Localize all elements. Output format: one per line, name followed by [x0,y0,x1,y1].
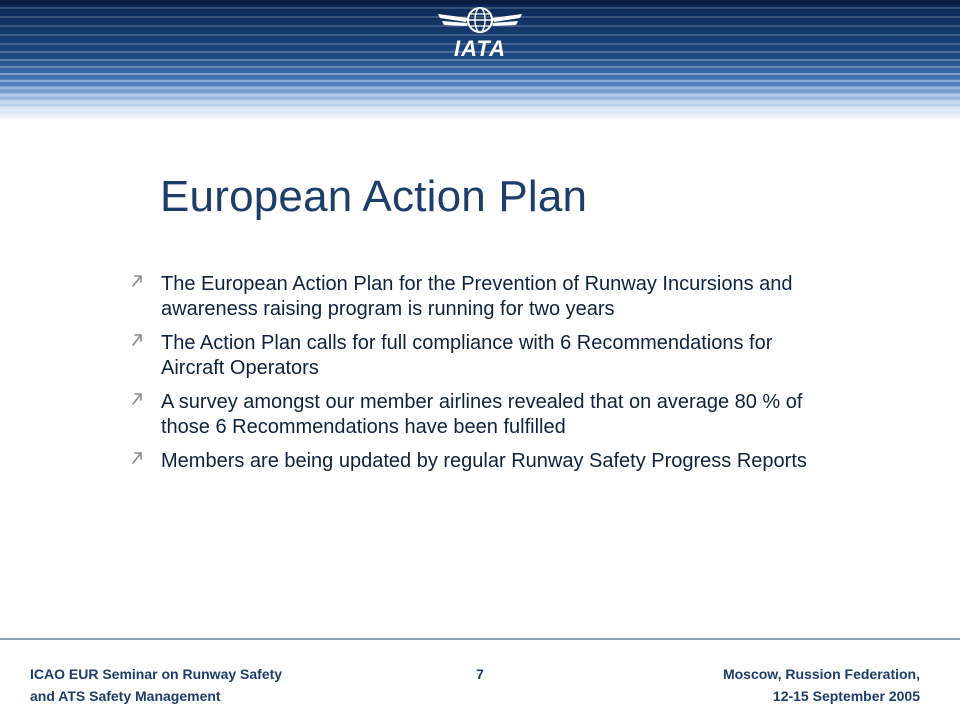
bullet-text: The European Action Plan for the Prevention of Runway Incursions and awareness raising program is running for two years [161,273,793,320]
arrow-up-right-icon [130,391,146,411]
footer-event [30,663,282,707]
footer-divider [0,638,960,640]
footer-location [723,663,920,707]
footer-location-line1: Moscow, Russion Federation, [722,666,920,682]
slide-title: European Action Plan [160,172,588,221]
page-number: 7 [476,666,484,682]
header-stripes [0,0,960,120]
footer-event-line1: ICAO EUR Seminar on Runway Safety [30,666,283,682]
header-banner [0,0,960,120]
arrow-up-right-icon [130,273,146,293]
arrow-up-right-icon [130,332,146,352]
bullet-text: A survey amongst our member airlines revealed that on average 80 % of those 6 Recommendations have been fulfilled [161,391,803,438]
bullet-item [130,390,810,440]
bullet-list [130,272,810,483]
bullet-text: Members are being updated by regular Runway Safety Progress Reports [161,450,807,472]
footer-location-line2: 12-15 September 2005 [772,688,920,704]
arrow-up-right-icon [130,450,146,470]
logo-text: IATA [453,36,507,61]
bullet-item [130,331,810,381]
bullet-text: The Action Plan calls for full compliance with 6 Recommendations for Aircraft Operators [161,332,773,379]
footer-event-line2: and ATS Safety Management [30,688,221,704]
bullet-item [130,272,810,322]
bullet-item [130,449,810,474]
